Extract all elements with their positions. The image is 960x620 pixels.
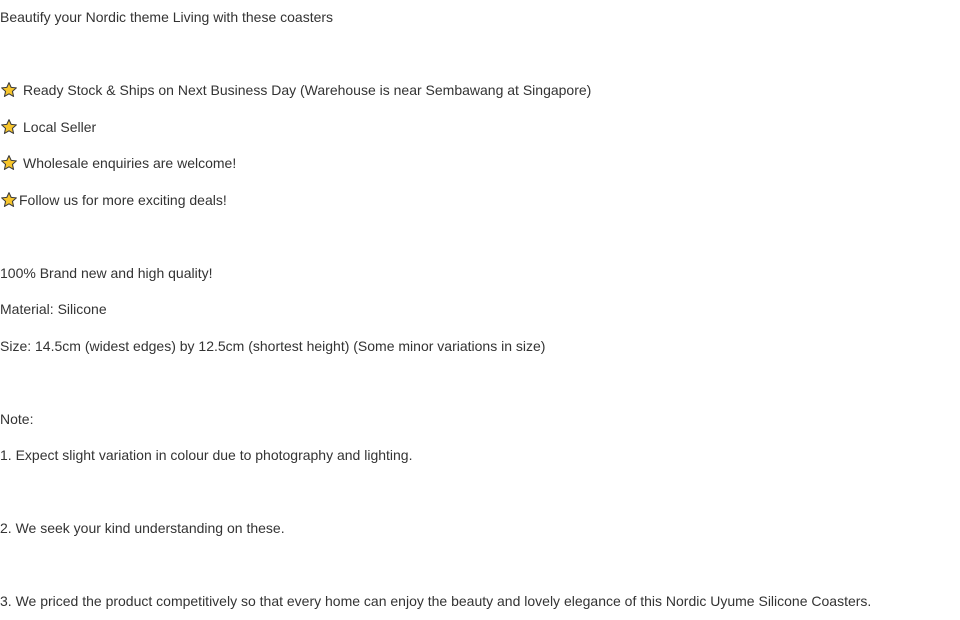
note-item: 1. Expect slight variation in colour due to photography and lighting. — [0, 447, 413, 463]
note-heading: Note: — [0, 411, 34, 427]
intro-text: Beautify your Nordic theme Living with these coasters — [0, 9, 334, 25]
highlight-item — [0, 80, 591, 100]
star-icon — [0, 191, 18, 209]
highlight-text: Ready Stock & Ships on Next Business Day (Warehouse is near Sembawang at Singapore) — [23, 82, 592, 98]
highlight-item — [0, 117, 96, 137]
note-item: 3. We priced the product competitively so that every home can enjoy the beauty and lovely elegance of this Nordic Uyume Silicone Coasters. — [0, 593, 872, 609]
star-icon — [0, 81, 18, 99]
highlight-item — [0, 153, 236, 173]
star-icon — [0, 118, 18, 136]
spec-item: 100% Brand new and high quality! — [0, 265, 213, 281]
highlight-text: Wholesale enquiries are welcome! — [23, 155, 237, 171]
star-icon — [0, 154, 18, 172]
spec-item: Size: 14.5cm (widest edges) by 12.5cm (shortest height) (Some minor variations in size) — [0, 338, 546, 354]
highlight-text: Local Seller — [23, 119, 97, 135]
spec-item: Material: Silicone — [0, 301, 107, 317]
highlight-item — [0, 190, 227, 210]
note-item: 2. We seek your kind understanding on these. — [0, 520, 285, 536]
highlight-text: Follow us for more exciting deals! — [19, 192, 227, 208]
